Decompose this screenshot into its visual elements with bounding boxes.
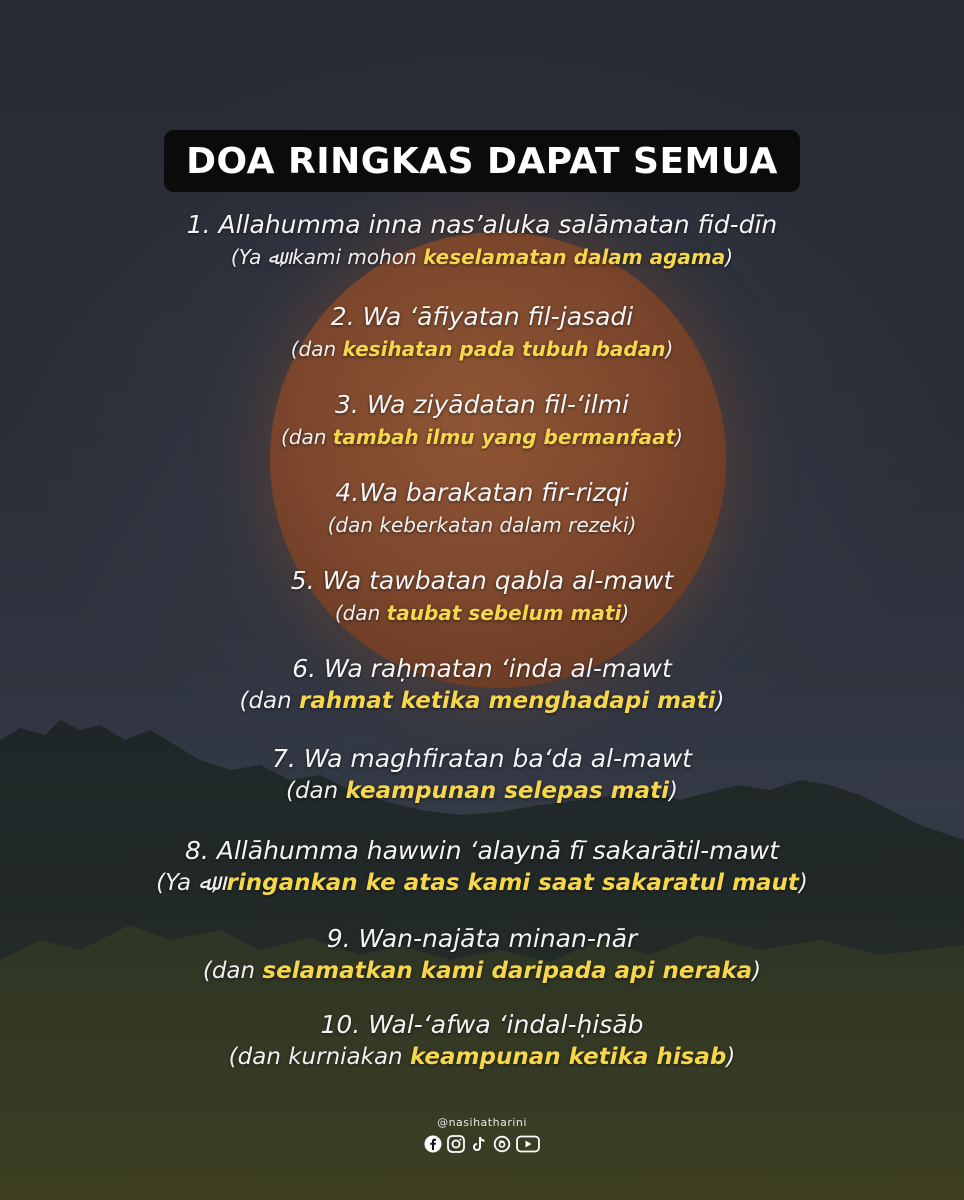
transliteration: 10. Wal-‘afwa ‘indal-ḥisāb	[320, 1010, 644, 1039]
meaning: (dan tambah ilmu yang bermanfaat)	[281, 425, 683, 449]
transliteration: 6. Wa raḥmatan ‘inda al-mawt	[292, 654, 672, 683]
meaning: (dan taubat sebelum mati)	[334, 601, 630, 625]
transliteration: 5. Wa tawbatan qabla al-mawt	[290, 566, 674, 595]
facebook-icon[interactable]	[424, 1135, 442, 1153]
prayer-item-8	[0, 834, 964, 898]
prayer-item-6	[0, 652, 964, 716]
footer	[0, 1116, 964, 1153]
transliteration: 9. Wan-najāta minan-nār	[326, 924, 638, 953]
meaning: (dan kurniakan keampunan ketika hisab)	[228, 1044, 736, 1070]
youtube-icon[interactable]	[516, 1135, 540, 1153]
transliteration: 7. Wa maghfiratan ba‘da al-mawt	[272, 744, 692, 773]
page-title: DOA RINGKAS DAPAT SEMUA	[186, 140, 778, 182]
prayer-item-7	[0, 742, 964, 806]
meaning: (dan kesihatan pada tubuh badan)	[290, 337, 674, 361]
prayer-item-3	[0, 388, 964, 452]
social-handle: @nasihatharini	[437, 1116, 527, 1129]
prayer-item-5	[0, 564, 964, 628]
transliteration: 2. Wa ‘āfiyatan fil-jasadi	[330, 302, 634, 331]
meaning: (dan keampunan selepas mati)	[285, 778, 679, 804]
title-banner	[164, 130, 800, 192]
meaning: (dan rahmat ketika menghadapi mati)	[239, 688, 725, 714]
threads-icon[interactable]	[493, 1135, 511, 1153]
tiktok-icon[interactable]	[470, 1135, 488, 1153]
transliteration: 3. Wa ziyādatan fil-‘ilmi	[335, 390, 629, 419]
transliteration: 4.Wa barakatan fir-rizqi	[335, 478, 629, 507]
transliteration: 1. Allahumma inna nas’aluka salāmatan fid-dīn	[186, 210, 778, 239]
meaning: (dan selamatkan kami daripada api neraka)	[202, 958, 762, 984]
prayer-item-9	[0, 922, 964, 986]
prayer-item-1	[0, 208, 964, 272]
meaning: (Ya ﷲ, ringankan ke atas kami saat sakaratul maut)	[156, 870, 808, 896]
meaning: (dan keberkatan dalam rezeki)	[327, 513, 637, 537]
meaning: (Ya ﷲ, kami mohon keselamatan dalam agama)	[230, 245, 734, 269]
prayer-item-4	[0, 476, 964, 540]
instagram-icon[interactable]	[447, 1135, 465, 1153]
social-icons	[0, 1135, 964, 1153]
prayer-item-10	[0, 1008, 964, 1072]
transliteration: 8. Allāhumma hawwin ‘alaynā fī sakarātil-mawt	[184, 836, 780, 865]
prayer-item-2	[0, 300, 964, 364]
